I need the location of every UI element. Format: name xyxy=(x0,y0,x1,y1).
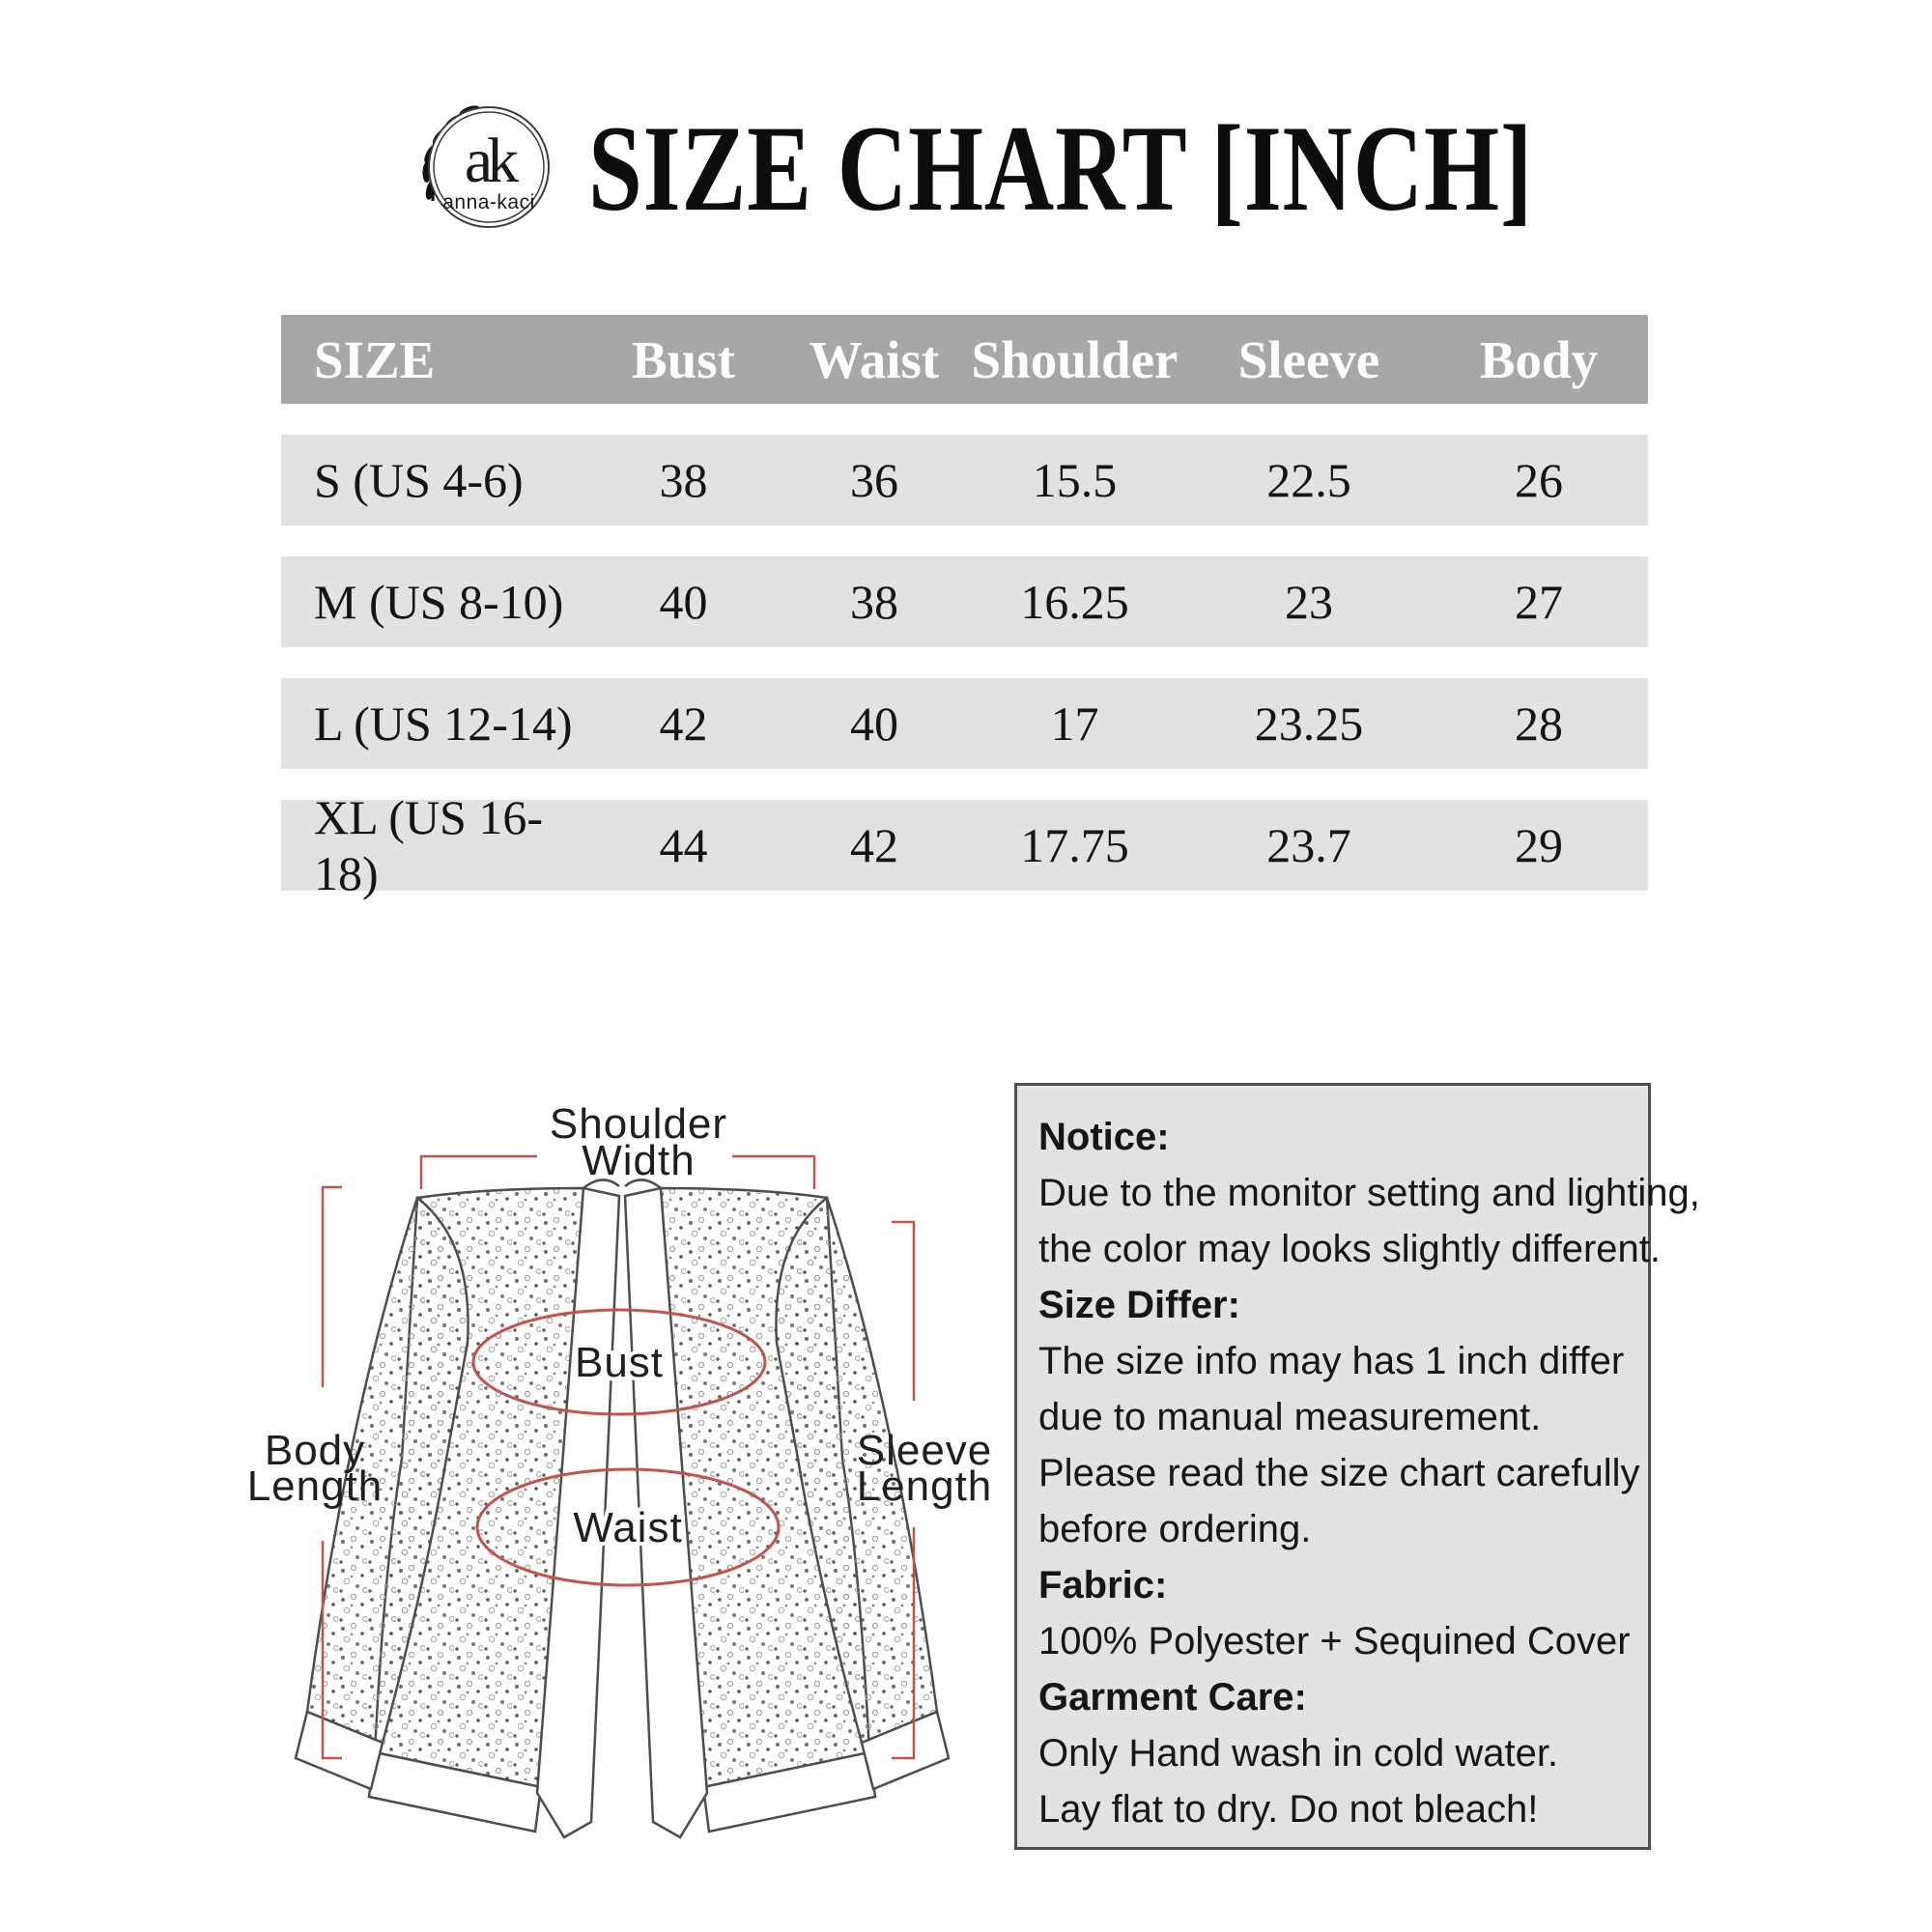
shoulder-width-label-line1: Shoulder xyxy=(549,1100,728,1148)
logo-monogram: ak xyxy=(464,126,514,196)
column-header-waist: Waist xyxy=(809,329,940,389)
value-cell: 17 xyxy=(1050,696,1099,751)
value-cell: 23.25 xyxy=(1254,696,1364,751)
notice-line: Only Hand wash in cold water. xyxy=(1038,1732,1559,1775)
brand-logo xyxy=(404,85,572,253)
notice-line: The size info may has 1 inch differ xyxy=(1038,1340,1625,1382)
size-cell: S (US 4-6) xyxy=(314,453,524,507)
notice-line: Lay flat to dry. Do not bleach! xyxy=(1038,1788,1539,1831)
value-cell: 40 xyxy=(850,696,898,751)
notice-line: Notice: xyxy=(1038,1116,1170,1158)
notice-line: due to manual measurement. xyxy=(1038,1396,1542,1438)
waist-label: Waist xyxy=(573,1504,683,1551)
shoulder-width-label-line2: Width xyxy=(582,1137,696,1184)
column-header-size: SIZE xyxy=(314,329,436,389)
table-row-xl xyxy=(281,790,1648,900)
notice-line: Size Differ: xyxy=(1038,1284,1240,1326)
table-row-l xyxy=(281,678,1648,769)
body-length-label-line1: Body xyxy=(264,1427,366,1474)
size-cell: L (US 12-14) xyxy=(314,696,573,751)
size-cell: XL (US 16-18) xyxy=(314,790,544,900)
value-cell: 16.25 xyxy=(1020,575,1129,629)
column-header-body: Body xyxy=(1479,329,1599,389)
notice-line: Due to the monitor setting and lighting, xyxy=(1038,1172,1700,1214)
value-cell: 27 xyxy=(1515,575,1563,629)
bust-label: Bust xyxy=(574,1339,665,1386)
notice-line: before ordering. xyxy=(1038,1508,1312,1550)
notice-line: the color may looks slightly different. xyxy=(1038,1228,1662,1270)
value-cell: 44 xyxy=(659,818,708,872)
value-cell: 17.75 xyxy=(1020,818,1129,872)
value-cell: 42 xyxy=(850,818,898,872)
value-cell: 28 xyxy=(1515,696,1563,751)
garment-diagram xyxy=(193,1043,1043,1893)
table-row-m xyxy=(281,556,1648,647)
value-cell: 29 xyxy=(1515,818,1563,872)
value-cell: 42 xyxy=(659,696,708,751)
value-cell: 23 xyxy=(1285,575,1333,629)
column-header-bust: Bust xyxy=(632,329,735,389)
value-cell: 15.5 xyxy=(1032,453,1118,507)
logo-brand-text: anna-kaci xyxy=(442,191,535,213)
value-cell: 26 xyxy=(1515,453,1563,507)
notice-line: Please read the size chart carefully xyxy=(1038,1452,1640,1494)
value-cell: 36 xyxy=(850,453,898,507)
table-header-row xyxy=(281,315,1648,404)
value-cell: 23.7 xyxy=(1266,818,1351,872)
size-cell: M (US 8-10) xyxy=(314,575,564,629)
size-table xyxy=(281,315,1648,900)
value-cell: 40 xyxy=(659,575,708,629)
sleeve-length-label-line1: Sleeve xyxy=(856,1427,993,1474)
column-header-sleeve: Sleeve xyxy=(1237,329,1380,389)
notice-box xyxy=(1014,1083,1700,1850)
notice-line: Garment Care: xyxy=(1038,1676,1307,1719)
table-row-s xyxy=(281,435,1648,526)
notice-line: Fabric: xyxy=(1038,1564,1168,1606)
value-cell: 38 xyxy=(659,453,708,507)
column-header-shoulder: Shoulder xyxy=(971,329,1179,389)
sleeve-length-label-line2: Length xyxy=(856,1463,993,1510)
notice-line: 100% Polyester + Sequined Cover xyxy=(1038,1620,1631,1662)
page-title: SIZE CHART [INCH] xyxy=(588,101,1534,237)
body-length-label-line2: Length xyxy=(246,1463,384,1510)
value-cell: 38 xyxy=(850,575,898,629)
value-cell: 22.5 xyxy=(1266,453,1351,507)
